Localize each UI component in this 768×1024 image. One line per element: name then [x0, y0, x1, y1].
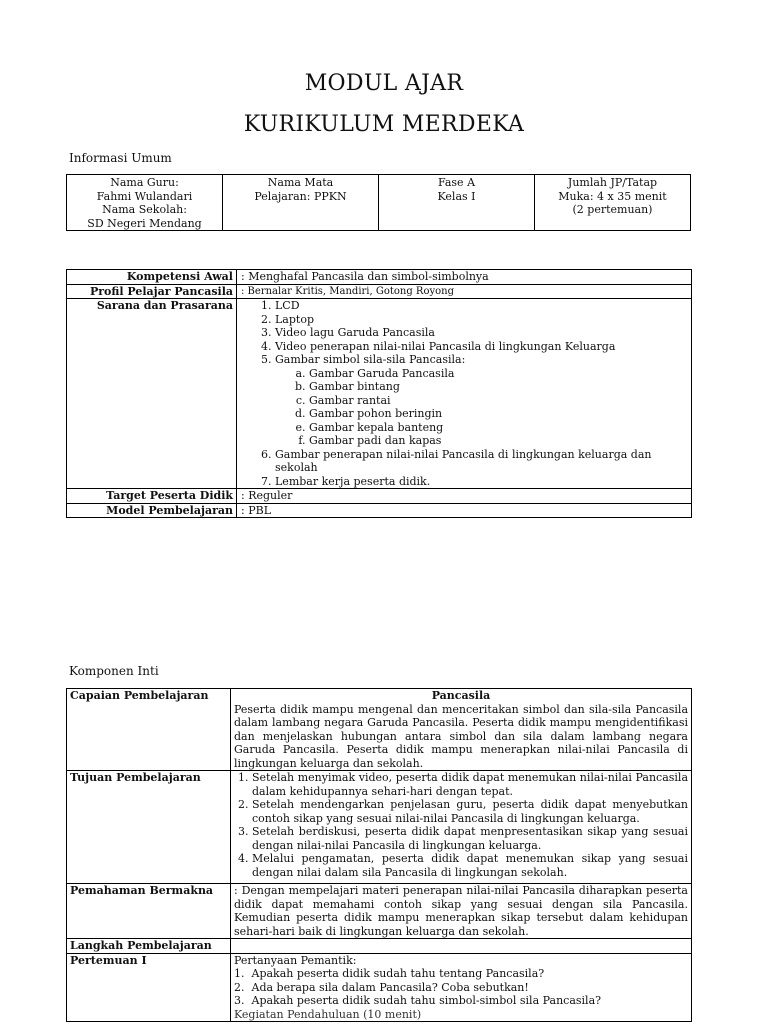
profil-value: : Bernalar Kritis, Mandiri, Gotong Royong — [237, 284, 692, 299]
pemahaman-value: : Dengan mempelajari materi penerapan nilai-nilai Pancasila diharapkan peserta didik dapat memahami contoh sikap yang sesuai dengan sila Pancasila. Kemudian peserta didik mampu menerapkan sikap tersebut dalam kehidupan sehari-hari baik di lingkungan keluarga dan sekolah. — [231, 884, 692, 939]
info-row — [67, 175, 691, 231]
list-item-text: Gambar simbol sila-sila Pancasila: — [275, 353, 466, 366]
kompetensi-label: Kompetensi Awal — [67, 270, 237, 285]
kegiatan-partial: Kegiatan Pendahuluan (10 menit) — [234, 1007, 422, 1021]
tujuan-value — [231, 771, 692, 884]
hours-label: Jumlah JP/Tatap — [567, 176, 658, 189]
list-item: 4. Melalui pengamatan, peserta didik dapat menemukan sikap yang sesuai dengan nilai dalam sila Pancasila di lingkungan sekolah. — [252, 852, 688, 879]
table-row — [67, 689, 692, 771]
list-item: 2. Setelah mendengarkan penjelasan guru, peserta didik dapat menyebutkan contoh sikap yang sesuai nilai-nilai Pancasila di lingkungan keluarga. — [252, 798, 688, 825]
capaian-text: Peserta didik mampu mengenal dan menceritakan simbol dan sila-sila Pancasila dalam lambang negara Garuda Pancasila. Peserta didik mampu mengidentifikasi dan menjelaskan hubungan antara simbol dan sila dalam lambang negara Garuda Pancasila. Peserta didik mampu menerapkan nilai-nilai Pancasila di lingkungan keluarga dan sekolah. — [234, 702, 688, 770]
table-row — [67, 299, 692, 489]
document-subtitle: KURIKULUM MERDEKA — [243, 112, 525, 137]
list-item: 3. Video lagu Garuda Pancasila — [275, 326, 688, 340]
list-item: 1. LCD — [275, 299, 688, 313]
table-row — [67, 953, 692, 1022]
list-item: a. Gambar Garuda Pancasila — [309, 367, 688, 381]
target-label: Target Peserta Didik — [67, 489, 237, 504]
pemantik-text: Ada berapa sila dalam Pancasila? Coba sebutkan! — [251, 980, 529, 994]
pemahaman-label: Pemahaman Bermakna — [67, 884, 231, 939]
pertemuan-value — [231, 953, 692, 1022]
list-item: 1. Setelah menyimak video, peserta didik dapat menemukan nilai-nilai Pancasila dalam kehidupannya sehari-hari dengan tepat. — [252, 771, 688, 798]
tujuan-list — [234, 771, 688, 879]
pertemuan-label: Pertemuan I — [67, 953, 231, 1022]
pemantik-item: 1. Apakah peserta didik sudah tahu tentang Pancasila? — [234, 967, 545, 980]
pemantik-label: Pertanyaan Pemantik: — [234, 953, 357, 967]
document-title: MODUL AJAR — [304, 71, 464, 96]
table-row — [67, 284, 692, 299]
pemantik-item: 3. Apakah peserta didik sudah tahu simbol-simbol sila Pancasila? — [234, 994, 602, 1007]
pemantik-item: 2. Ada berapa sila dalam Pancasila? Coba sebutkan! — [234, 980, 529, 994]
sarana-label: Sarana dan Prasarana — [67, 299, 237, 489]
list-item: d. Gambar pohon beringin — [309, 407, 688, 421]
list-item: 2. Laptop — [275, 313, 688, 327]
info-phase-cell — [379, 175, 535, 231]
list-item: b. Gambar bintang — [309, 380, 688, 394]
sarana-sublist — [275, 367, 688, 448]
list-item: 7. Lembar kerja peserta didik. — [275, 475, 688, 489]
pemantik-text: Apakah peserta didik sudah tahu simbol-simbol sila Pancasila? — [251, 994, 602, 1007]
capaian-label: Capaian Pembelajaran — [67, 689, 231, 771]
table-row — [67, 771, 692, 884]
table-row — [67, 270, 692, 285]
hours-value: Muka: 4 x 35 menit — [558, 189, 667, 203]
list-item: 3. Setelah berdiskusi, peserta didik dapat menpresentasikan sikap yang sesuai dengan nilai-nilai Pancasila di lingkungan keluarga. — [252, 825, 688, 852]
core-section-label: Komponen Inti — [69, 664, 159, 678]
school-name: SD Negeri Mendang — [87, 216, 202, 230]
langkah-label: Langkah Pembelajaran — [67, 939, 231, 954]
profil-label: Profil Pelajar Pancasila — [67, 284, 237, 299]
list-item — [275, 353, 688, 448]
competence-table — [66, 269, 692, 518]
school-label: Nama Sekolah: — [102, 203, 187, 216]
kompetensi-value: : Menghafal Pancasila dan simbol-simbolnya — [237, 270, 692, 285]
langkah-value — [231, 939, 692, 954]
info-hours-cell — [535, 175, 691, 231]
table-row — [67, 939, 692, 954]
teacher-label: Nama Guru: — [110, 176, 179, 189]
table-row — [67, 489, 692, 504]
target-value: : Reguler — [237, 489, 692, 504]
subject-value: Pelajaran: PPKN — [254, 189, 347, 203]
info-section-label: Informasi Umum — [69, 151, 172, 165]
subject-label: Nama Mata — [267, 176, 334, 189]
list-item: c. Gambar rantai — [309, 394, 688, 408]
model-value: : PBL — [237, 503, 692, 518]
list-item: 4. Video penerapan nilai-nilai Pancasila di lingkungan Keluarga — [275, 340, 688, 354]
table-row — [67, 503, 692, 518]
info-subject-cell — [223, 175, 379, 231]
model-label: Model Pembelajaran — [67, 503, 237, 518]
list-item: f. Gambar padi dan kapas — [309, 434, 688, 448]
sarana-list — [241, 299, 688, 488]
meetings-value: (2 pertemuan) — [572, 203, 653, 216]
phase-value: Fase A — [437, 176, 476, 189]
pemantik-text: Apakah peserta didik sudah tahu tentang Pancasila? — [251, 967, 545, 980]
class-value: Kelas I — [437, 189, 476, 203]
list-item: 6. Gambar penerapan nilai-nilai Pancasila di lingkungan keluarga dan sekolah — [275, 448, 688, 475]
table-row — [67, 884, 692, 939]
tujuan-label: Tujuan Pembelajaran — [67, 771, 231, 884]
capaian-value — [231, 689, 692, 771]
capaian-heading: Pancasila — [431, 689, 491, 702]
sarana-value — [237, 299, 692, 489]
teacher-name: Fahmi Wulandari — [96, 189, 193, 203]
core-table — [66, 688, 692, 1022]
info-table — [66, 174, 691, 231]
info-teacher-cell — [67, 175, 223, 231]
list-item: e. Gambar kepala banteng — [309, 421, 688, 435]
